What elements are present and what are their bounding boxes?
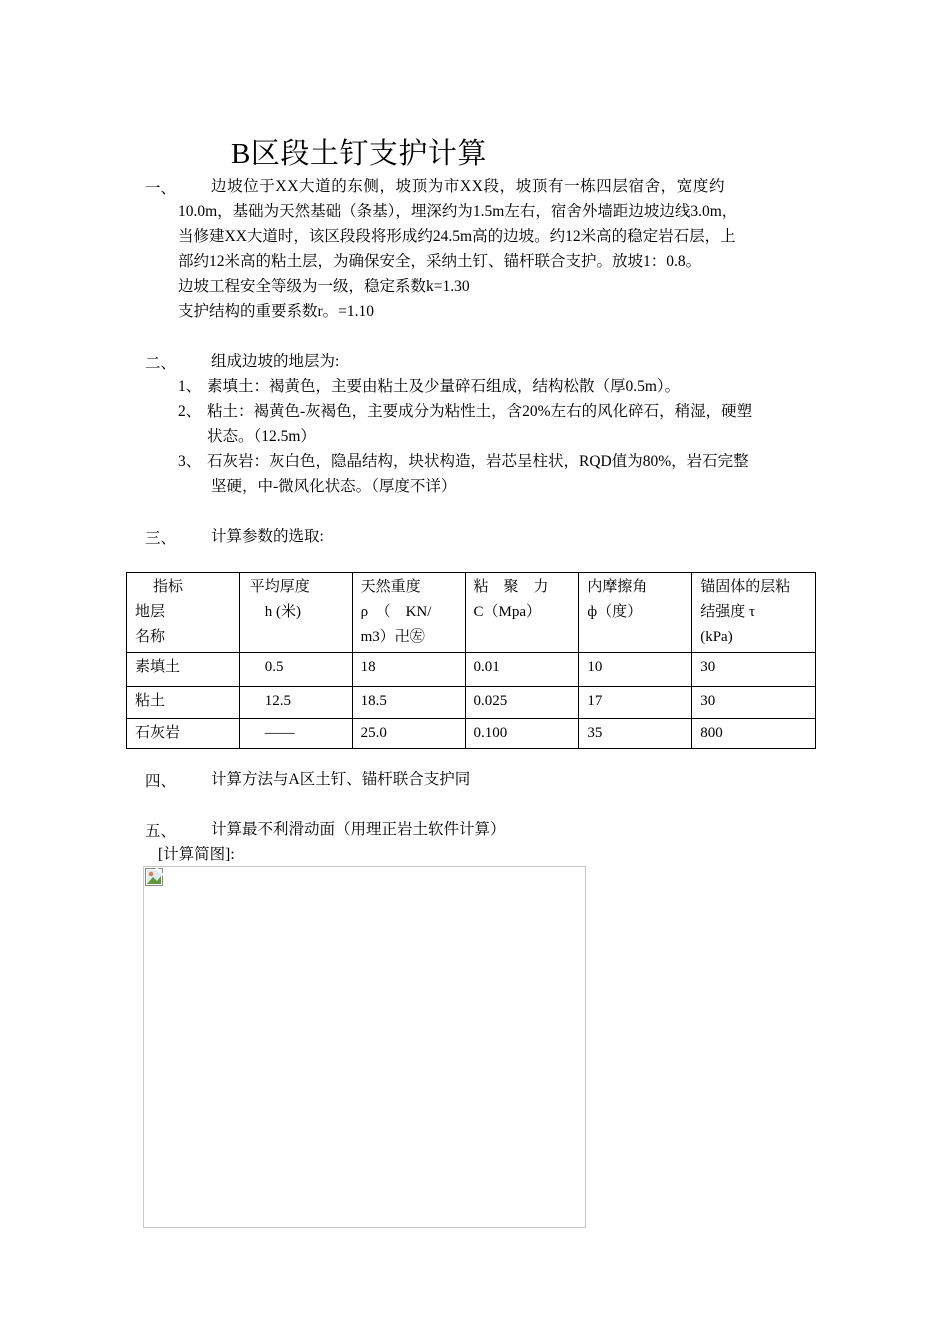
calculation-diagram-placeholder xyxy=(143,866,586,1228)
header-line: 地层 xyxy=(135,604,166,620)
section-1-line: 边坡工程安全等级为一级，稳定系数k=1.30 xyxy=(178,278,470,295)
header-line: ф（度） xyxy=(587,604,643,620)
table-row xyxy=(127,653,816,687)
table-cell: 800 xyxy=(692,719,816,749)
section-4-number: 四、 xyxy=(145,773,177,790)
list-item: 石灰岩：灰白色，隐晶结构，块状构造，岩芯呈柱状，RQD值为80%，岩石完整 xyxy=(207,453,749,470)
section-1-line: 边坡位于XX大道的东侧，坡顶为市XX段，坡顶有一栋四层宿舍，宽度约 xyxy=(211,178,726,195)
section-4-text: 计算方法与A区土钉、锚杆联合支护同 xyxy=(211,771,471,788)
table-cell: 30 xyxy=(692,687,816,719)
page-title: B区段土钉支护计算 xyxy=(231,138,487,170)
header-line: 天然重度 xyxy=(360,579,421,595)
table-cell: 0.01 xyxy=(465,653,579,687)
table-row xyxy=(127,719,816,749)
table-header-cell xyxy=(239,573,352,653)
header-line: 名称 xyxy=(135,629,166,645)
header-line: (kPa) xyxy=(700,629,733,645)
table-cell: 18.5 xyxy=(352,687,465,719)
header-line: m3）卍㊧ xyxy=(360,629,425,645)
list-item: 素填土：褐黄色，主要由粘土及少量碎石组成，结构松散（厚0.5m）。 xyxy=(207,378,681,395)
header-line: 锚固体的层粘 xyxy=(700,579,791,595)
table-header-cell xyxy=(465,573,579,653)
figure-label: [计算简图]: xyxy=(158,846,235,863)
parameters-table xyxy=(126,572,816,749)
table-cell: 18 xyxy=(352,653,465,687)
section-1-line: 当修建XX大道时，该区段段将形成约24.5m高的边坡。约12米高的稳定岩石层，上 xyxy=(178,228,736,245)
section-5-number: 五、 xyxy=(145,823,177,840)
list-item-number: 3、 xyxy=(178,453,202,470)
section-2-number: 二、 xyxy=(145,355,177,372)
section-2-heading: 组成边坡的地层为: xyxy=(211,353,340,370)
header-line: 平均厚度 xyxy=(249,579,310,595)
table-cell: 素填土 xyxy=(127,653,240,687)
table-cell: 35 xyxy=(579,719,692,749)
section-1-line: 10.0m，基础为天然基础（条基），埋深约为1.5m左右，宿舍外墙距边坡边线3.0m， xyxy=(178,203,738,220)
section-1-line: 支护结构的重要系数r。=1.10 xyxy=(178,303,375,320)
list-item: 粘土：褐黄色-灰褐色，主要成分为粘性土，含20%左右的风化碎石，稍湿，硬塑 xyxy=(207,403,753,420)
table-cell: 石灰岩 xyxy=(127,719,240,749)
table-header-cell xyxy=(692,573,816,653)
table-header-cell xyxy=(127,573,240,653)
table-cell: 10 xyxy=(579,653,692,687)
list-item-continuation: 状态。（12.5m） xyxy=(207,428,316,445)
table-cell: —— xyxy=(239,719,352,749)
table-header-cell xyxy=(579,573,692,653)
header-line: ρ （ KN/ xyxy=(360,604,432,620)
header-line: 指标 xyxy=(153,579,184,595)
header-line: C（Mpa） xyxy=(473,604,542,620)
table-cell: 25.0 xyxy=(352,719,465,749)
header-line: 结强度 τ xyxy=(700,604,755,620)
section-5-text: 计算最不利滑动面（用理正岩土软件计算） xyxy=(211,821,506,838)
table-cell: 30 xyxy=(692,653,816,687)
broken-image-icon xyxy=(145,868,163,886)
table-cell: 0.025 xyxy=(465,687,579,719)
table-cell: 17 xyxy=(579,687,692,719)
section-1-number: 一、 xyxy=(145,180,177,197)
section-1-line: 部约12米高的粘土层，为确保安全，采纳土钉、锚杆联合支护。放坡1：0.8。 xyxy=(178,253,702,270)
table-row xyxy=(127,687,816,719)
header-line: h (米) xyxy=(264,604,302,620)
header-line: 粘 聚 力 xyxy=(473,579,549,595)
table-cell: 12.5 xyxy=(239,687,352,719)
header-line: 内摩擦角 xyxy=(587,579,648,595)
table-header-row xyxy=(127,573,816,653)
table-cell: 0.5 xyxy=(239,653,352,687)
list-item-number: 2、 xyxy=(178,403,202,420)
section-3-heading: 计算参数的选取: xyxy=(211,528,324,545)
list-item-continuation: 坚硬，中-微风化状态。（厚度不详） xyxy=(211,478,457,495)
section-3-number: 三、 xyxy=(145,530,177,547)
list-item-number: 1、 xyxy=(178,378,202,395)
table-header-cell xyxy=(352,573,465,653)
table-cell: 粘土 xyxy=(127,687,240,719)
table-cell: 0.100 xyxy=(465,719,579,749)
